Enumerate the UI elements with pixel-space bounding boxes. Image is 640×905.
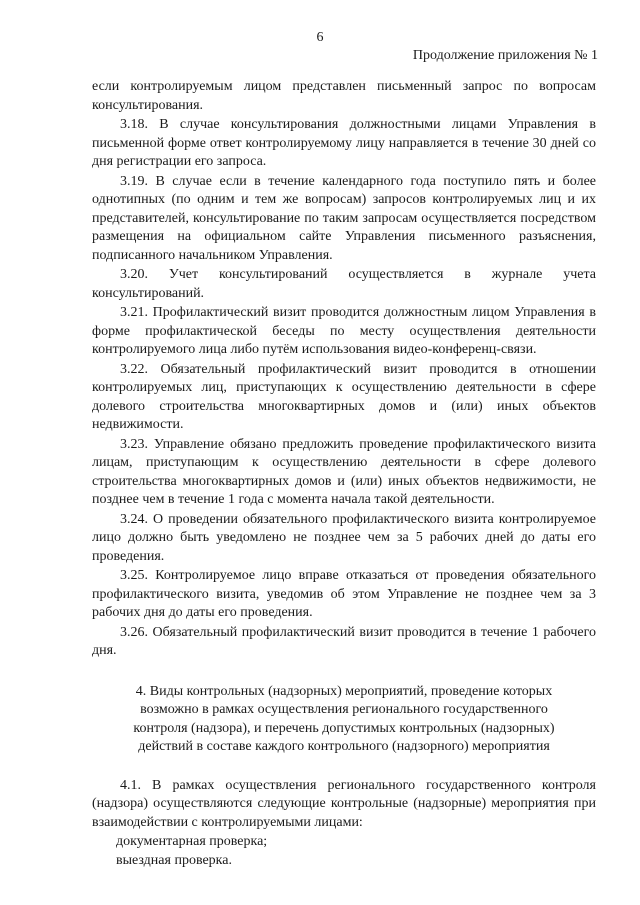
paragraph-3-19: 3.19. В случае если в течение календарного года поступило пять и более однотипных (по одним и тем же вопросам) запросов контролируемых лиц и их представителей, консультирование по таким запросам осуществляется посредством размещения на официальном сайте Управления письменного разъяснения, подписанного начальником Управления.	[92, 173, 596, 263]
paragraph-3-21: 3.21. Профилактический визит проводится должностным лицом Управления в форме профилактической беседы по месту осуществления деятельности контролируемого лица либо путём использования видео-конференц-связи.	[92, 305, 596, 357]
paragraph-3-24: 3.24. О проведении обязательного профилактического визита контролируемое лицо должно быть уведомлено не позднее чем за 5 рабочих дней до даты его проведения.	[92, 511, 596, 564]
page-number: 6	[316, 30, 324, 45]
appendix-continuation-label: Продолжение приложения № 1	[412, 48, 598, 63]
list-item-documentary-check: документарная проверка;	[116, 834, 268, 849]
paragraph-3-23: 3.23. Управление обязано предложить проведение профилактического визита лицам, приступающим к осуществлению деятельности в сфере долевого строительства многоквартирных домов и (или) иных объектов недвижимости, не позднее чем в течение 1 года с момента начала такой деятельности.	[92, 436, 596, 507]
document-body	[92, 78, 596, 870]
paragraph-3-22: 3.22. Обязательный профилактический визит проводится в отношении контролируемых лиц, приступающих к осуществлению деятельности в сфере долевого строительства многоквартирных домов и (или) иных объектов недвижимости.	[92, 361, 596, 432]
paragraph-3-25: 3.25. Контролируемое лицо вправе отказаться от проведения обязательного профилактического визита, уведомив об этом Управление не позднее чем за 3 рабочих дня до даты его проведения.	[92, 568, 596, 620]
paragraph-3-20: 3.20. Учет консультирований осуществляется в журнале учета консультирований.	[92, 267, 596, 301]
section-4-heading: 4. Виды контрольных (надзорных) мероприятий, проведение которых возможно в рамках осуществления регионального государственного контроля (надзора), и перечень допустимых контрольных (надзорных) действий в составе каждого контрольного (надзорного) мероприятия	[133, 683, 555, 754]
paragraph-3-18: 3.18. В случае консультирования должностными лицами Управления в письменной форме ответ контролируемому лицу направляется в течение 30 дней со дня регистрации его запроса.	[92, 117, 596, 169]
paragraph-3-26: 3.26. Обязательный профилактический визит проводится в течение 1 рабочего дня.	[92, 624, 596, 658]
paragraph-4-1: 4.1. В рамках осуществления регионального государственного контроля (надзора) осуществляются следующие контрольные (надзорные) мероприятия при взаимодействии с контролируемыми лицами:	[92, 777, 596, 830]
paragraph-continuation: если контролируемым лицом представлен письменный запрос по вопросам консультирования.	[92, 79, 596, 113]
list-item-field-check: выездная проверка.	[116, 852, 232, 868]
